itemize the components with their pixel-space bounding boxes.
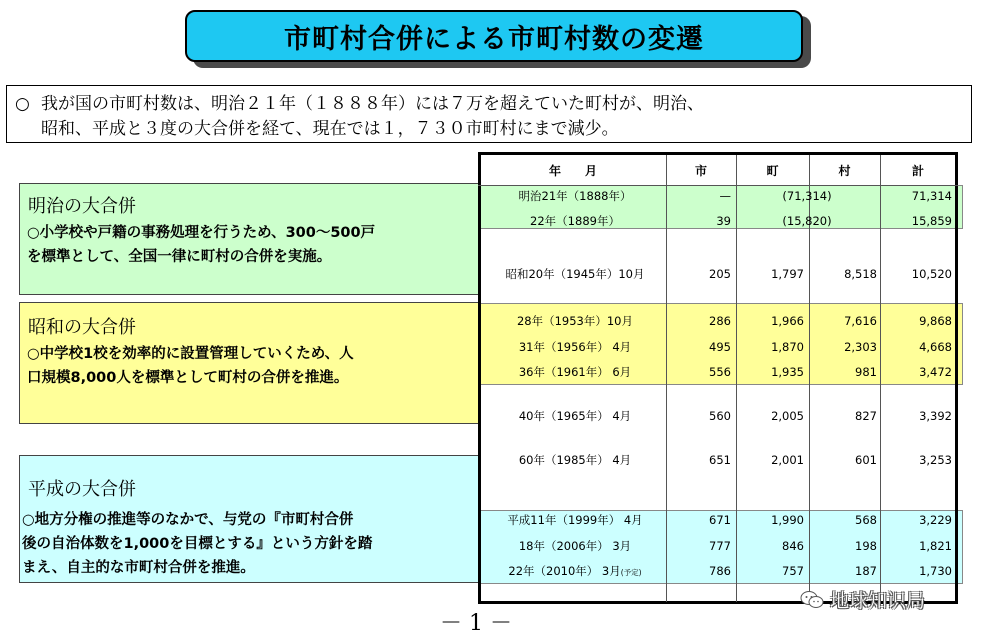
meiji-era-description: ○小学校や戸籍の事務処理を行うため、300～500戸 を標準として、全国一律に町村の合併を実施。 — [27, 225, 376, 265]
heisei-era-description: ○地方分権の推進等のなかで、与党の『市町村合併 後の自治体数を1,000を目標とする』という方針を踏 まえ、自主的な市町村合併を推進。 — [22, 512, 373, 576]
planned-note: (予定) — [620, 568, 642, 577]
table-header-divider — [478, 185, 958, 186]
showa-era-title: 昭和の大合併 — [28, 317, 136, 338]
column-divider — [880, 155, 881, 602]
header-village: 村 — [838, 164, 851, 178]
wechat-icon — [800, 590, 824, 610]
summary-line-2: 昭和、平成と３度の大合併を経て、現在では１，７３０市町村にまで減少。 — [41, 119, 619, 139]
summary-line-1: ○ 我が国の市町村数は、明治２１年（１８８８年）には７万を超えていた町村が、明治、 — [15, 92, 961, 117]
column-divider — [736, 155, 737, 602]
watermark — [800, 586, 925, 613]
header-town: 町 — [766, 164, 779, 178]
meiji-era-title: 明治の大合併 — [28, 196, 136, 217]
header-year-month: 年 月 — [548, 164, 597, 178]
column-divider — [666, 155, 667, 602]
watermark-text: 地球知识局 — [830, 590, 926, 612]
header-city: 市 — [694, 164, 707, 178]
page-number: － 1 － — [440, 611, 512, 636]
summary-box — [6, 85, 972, 143]
summary-marker: ○ — [15, 94, 30, 114]
page-title: 市町村合併による市町村数の変遷 — [185, 10, 803, 62]
heisei-era-title: 平成の大合併 — [28, 479, 136, 500]
showa-era-description: ○中学校1校を効率的に設置管理していくため、人 口規模8,000人を標準として町村の合併を推進。 — [27, 346, 354, 386]
header-total: 計 — [911, 164, 924, 178]
